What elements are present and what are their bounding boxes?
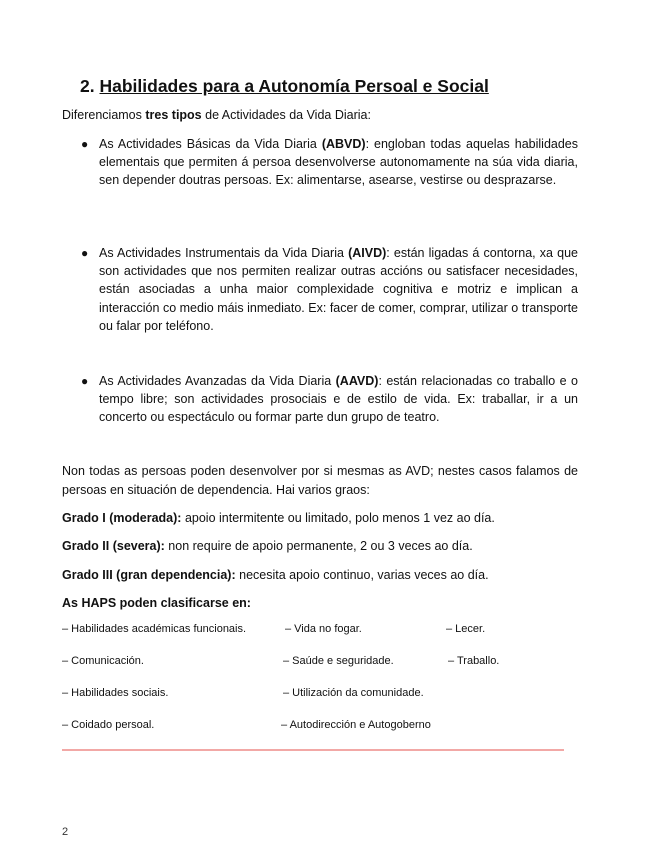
haps-item: – Comunicación.: [62, 655, 144, 667]
list-item-aavd: ● As Actividades Avanzadas da Vida Diaria (AAVD): están relacionadas co traballo e o tempo libre; son actividades prosociais e de estilo de vida. Ex: traballar, ir a un concerto ou espectáculo ou formar parte dun grupo de teatro.: [81, 374, 579, 425]
section-heading: [80, 76, 489, 97]
intro-text: Diferenciamos tres tipos de Actividades da Vida Diaria:: [62, 108, 371, 122]
section-title: Habilidades para a Autonomía Persoal e Social: [99, 76, 489, 96]
haps-item: – Coidado persoal.: [62, 719, 155, 731]
grado-1: Grado I (moderada): apoio intermitente ou limitado, polo menos 1 vez ao día.: [62, 511, 495, 525]
bullet-dot: ●: [81, 374, 89, 388]
haps-item: – Saúde e seguridade.: [283, 655, 394, 667]
section-number: 2.: [80, 76, 95, 96]
haps-item: – Lecer.: [446, 623, 486, 635]
bullet-dot: ●: [81, 137, 89, 151]
grado-3: Grado III (gran dependencia): necesita apoio continuo, varias veces ao día.: [62, 568, 489, 582]
haps-item: – Habilidades académicas funcionais.: [62, 623, 247, 635]
intro-bold: tres tipos: [145, 108, 202, 122]
haps-item: – Autodirección e Autogoberno: [281, 719, 431, 731]
list-item-abvd: ● As Actividades Básicas da Vida Diaria (ABVD): engloban todas aquelas habilidades elementais que permiten á persoa desenvolverse autonomamente na súa vida diaria, sen depender doutras persoas. Ex: alimentarse, asearse, vestirse ou desprazarse.: [81, 137, 578, 188]
haps-item: – Habilidades sociais.: [62, 687, 169, 699]
dependency-paragraph: Non todas as persoas poden desenvolver por si mesmas as AVD; nestes casos falamos de persoas en situación de dependencia. Hai varios graos:: [62, 464, 578, 497]
bullet-dot: ●: [81, 246, 89, 260]
haps-title: As HAPS poden clasificarse en:: [62, 596, 251, 610]
list-item-aivd: ● As Actividades Instrumentais da Vida Diaria (AIVD): están ligadas á contorna, xa que son actividades que nos permiten realizar outras accións ou satisfacer necesidades, están asociadas a unha maior complexidade cognitiva e motriz e implican a interacción co medio máis inmediato. Ex: facer de comer, comprar, utilizar o transporte ou falar por teléfono.: [81, 246, 578, 333]
page-number: 2: [62, 826, 69, 838]
haps-item: – Traballo.: [448, 655, 500, 667]
haps-item: – Utilización da comunidade.: [283, 687, 424, 699]
grado-2: Grado II (severa): non require de apoio permanente, 2 ou 3 veces ao día.: [62, 539, 473, 553]
haps-item: – Vida no fogar.: [285, 623, 362, 635]
horizontal-divider: [62, 749, 564, 751]
